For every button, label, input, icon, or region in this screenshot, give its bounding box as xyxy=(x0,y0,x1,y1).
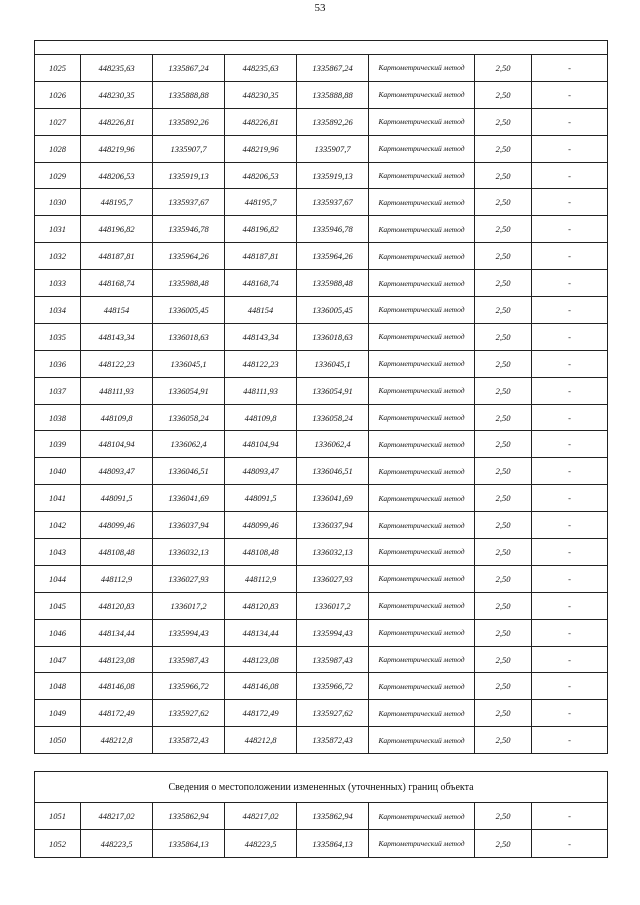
method-cell: Картометрический метод xyxy=(369,350,475,377)
table-row xyxy=(35,270,608,297)
description-cell: - xyxy=(532,458,608,485)
point-number-cell: 1035 xyxy=(35,323,81,350)
x-old-cell: 448111,93 xyxy=(81,377,153,404)
method-cell: Картометрический метод xyxy=(369,485,475,512)
accuracy-cell: 2,50 xyxy=(475,81,532,108)
accuracy-cell: 2,50 xyxy=(475,565,532,592)
accuracy-cell: 2,50 xyxy=(475,803,532,830)
x-old-cell: 448134,44 xyxy=(81,619,153,646)
method-cell: Картометрический метод xyxy=(369,55,475,82)
accuracy-cell: 2,50 xyxy=(475,830,532,857)
x-new-cell: 448091,5 xyxy=(225,485,297,512)
x-old-cell: 448223,5 xyxy=(81,830,153,857)
x-old-cell: 448217,02 xyxy=(81,803,153,830)
x-new-cell: 448212,8 xyxy=(225,727,297,754)
description-cell: - xyxy=(532,727,608,754)
point-number-cell: 1025 xyxy=(35,55,81,82)
method-cell: Картометрический метод xyxy=(369,189,475,216)
x-new-cell: 448230,35 xyxy=(225,81,297,108)
y-old-cell: 1335988,48 xyxy=(153,270,225,297)
table-row xyxy=(35,297,608,324)
point-number-cell: 1034 xyxy=(35,297,81,324)
point-number-cell: 1041 xyxy=(35,485,81,512)
point-number-cell: 1049 xyxy=(35,700,81,727)
y-new-cell: 1335872,43 xyxy=(297,727,369,754)
x-new-cell: 448093,47 xyxy=(225,458,297,485)
y-new-cell: 1335867,24 xyxy=(297,55,369,82)
method-cell: Картометрический метод xyxy=(369,162,475,189)
x-old-cell: 448122,23 xyxy=(81,350,153,377)
accuracy-cell: 2,50 xyxy=(475,485,532,512)
x-new-cell: 448104,94 xyxy=(225,431,297,458)
method-cell: Картометрический метод xyxy=(369,404,475,431)
x-new-cell: 448122,23 xyxy=(225,350,297,377)
description-cell: - xyxy=(532,189,608,216)
accuracy-cell: 2,50 xyxy=(475,270,532,297)
y-new-cell: 1335987,43 xyxy=(297,646,369,673)
point-number-cell: 1030 xyxy=(35,189,81,216)
method-cell: Картометрический метод xyxy=(369,458,475,485)
description-cell: - xyxy=(532,81,608,108)
method-cell: Картометрический метод xyxy=(369,803,475,830)
accuracy-cell: 2,50 xyxy=(475,700,532,727)
point-number-cell: 1031 xyxy=(35,216,81,243)
x-new-cell: 448219,96 xyxy=(225,135,297,162)
y-new-cell: 1335927,62 xyxy=(297,700,369,727)
accuracy-cell: 2,50 xyxy=(475,431,532,458)
method-cell: Картометрический метод xyxy=(369,619,475,646)
x-new-cell: 448206,53 xyxy=(225,162,297,189)
point-number-cell: 1052 xyxy=(35,830,81,857)
table-row xyxy=(35,377,608,404)
y-new-cell: 1336032,13 xyxy=(297,539,369,566)
method-cell: Картометрический метод xyxy=(369,727,475,754)
accuracy-cell: 2,50 xyxy=(475,243,532,270)
description-cell: - xyxy=(532,350,608,377)
accuracy-cell: 2,50 xyxy=(475,377,532,404)
point-number-cell: 1051 xyxy=(35,803,81,830)
accuracy-cell: 2,50 xyxy=(475,323,532,350)
y-old-cell: 1335864,13 xyxy=(153,830,225,857)
y-old-cell: 1336062,4 xyxy=(153,431,225,458)
y-new-cell: 1335892,26 xyxy=(297,108,369,135)
x-new-cell: 448146,08 xyxy=(225,673,297,700)
method-cell: Картометрический метод xyxy=(369,270,475,297)
point-number-cell: 1032 xyxy=(35,243,81,270)
method-cell: Картометрический метод xyxy=(369,297,475,324)
x-new-cell: 448217,02 xyxy=(225,803,297,830)
description-cell: - xyxy=(532,830,608,857)
y-old-cell: 1336041,69 xyxy=(153,485,225,512)
x-new-cell: 448226,81 xyxy=(225,108,297,135)
description-cell: - xyxy=(532,135,608,162)
point-number-cell: 1042 xyxy=(35,512,81,539)
method-cell: Картометрический метод xyxy=(369,243,475,270)
x-new-cell: 448196,82 xyxy=(225,216,297,243)
y-new-cell: 1336027,93 xyxy=(297,565,369,592)
method-cell: Картометрический метод xyxy=(369,673,475,700)
y-new-cell: 1335964,26 xyxy=(297,243,369,270)
y-old-cell: 1335964,26 xyxy=(153,243,225,270)
accuracy-cell: 2,50 xyxy=(475,458,532,485)
method-cell: Картометрический метод xyxy=(369,377,475,404)
method-cell: Картометрический метод xyxy=(369,565,475,592)
point-number-cell: 1039 xyxy=(35,431,81,458)
accuracy-cell: 2,50 xyxy=(475,350,532,377)
point-number-cell: 1045 xyxy=(35,592,81,619)
x-new-cell: 448172,49 xyxy=(225,700,297,727)
description-cell: - xyxy=(532,377,608,404)
method-cell: Картометрический метод xyxy=(369,646,475,673)
description-cell: - xyxy=(532,162,608,189)
y-new-cell: 1336062,4 xyxy=(297,431,369,458)
y-old-cell: 1335966,72 xyxy=(153,673,225,700)
accuracy-cell: 2,50 xyxy=(475,216,532,243)
x-new-cell: 448109,8 xyxy=(225,404,297,431)
x-old-cell: 448109,8 xyxy=(81,404,153,431)
accuracy-cell: 2,50 xyxy=(475,673,532,700)
y-old-cell: 1336046,51 xyxy=(153,458,225,485)
y-new-cell: 1336058,24 xyxy=(297,404,369,431)
page-number: 53 xyxy=(314,2,326,14)
table-row xyxy=(35,700,608,727)
accuracy-cell: 2,50 xyxy=(475,592,532,619)
table-row xyxy=(35,404,608,431)
x-old-cell: 448212,8 xyxy=(81,727,153,754)
x-old-cell: 448168,74 xyxy=(81,270,153,297)
table-row xyxy=(35,512,608,539)
table-row xyxy=(35,216,608,243)
x-old-cell: 448187,81 xyxy=(81,243,153,270)
y-old-cell: 1336045,1 xyxy=(153,350,225,377)
description-cell: - xyxy=(532,431,608,458)
point-number-cell: 1033 xyxy=(35,270,81,297)
description-cell: - xyxy=(532,55,608,82)
accuracy-cell: 2,50 xyxy=(475,55,532,82)
table-row xyxy=(35,539,608,566)
table-row xyxy=(35,727,608,754)
y-new-cell: 1335994,43 xyxy=(297,619,369,646)
table-row xyxy=(35,485,608,512)
description-cell: - xyxy=(532,243,608,270)
x-old-cell: 448091,5 xyxy=(81,485,153,512)
description-cell: - xyxy=(532,646,608,673)
table-row xyxy=(35,830,608,857)
description-cell: - xyxy=(532,565,608,592)
x-new-cell: 448143,34 xyxy=(225,323,297,350)
table-row xyxy=(35,619,608,646)
x-old-cell: 448108,48 xyxy=(81,539,153,566)
point-number-cell: 1028 xyxy=(35,135,81,162)
y-old-cell: 1335946,78 xyxy=(153,216,225,243)
description-cell: - xyxy=(532,592,608,619)
y-old-cell: 1336054,91 xyxy=(153,377,225,404)
x-new-cell: 448154 xyxy=(225,297,297,324)
point-number-cell: 1046 xyxy=(35,619,81,646)
x-old-cell: 448099,46 xyxy=(81,512,153,539)
table-row xyxy=(35,323,608,350)
description-cell: - xyxy=(532,270,608,297)
y-old-cell: 1335994,43 xyxy=(153,619,225,646)
x-old-cell: 448226,81 xyxy=(81,108,153,135)
y-old-cell: 1336032,13 xyxy=(153,539,225,566)
x-new-cell: 448108,48 xyxy=(225,539,297,566)
description-cell: - xyxy=(532,700,608,727)
x-new-cell: 448120,83 xyxy=(225,592,297,619)
description-cell: - xyxy=(532,512,608,539)
method-cell: Картометрический метод xyxy=(369,323,475,350)
x-old-cell: 448219,96 xyxy=(81,135,153,162)
table-row xyxy=(35,135,608,162)
y-new-cell: 1335888,88 xyxy=(297,81,369,108)
y-new-cell: 1336017,2 xyxy=(297,592,369,619)
y-old-cell: 1335987,43 xyxy=(153,646,225,673)
y-old-cell: 1336018,63 xyxy=(153,323,225,350)
table-row xyxy=(35,458,608,485)
description-cell: - xyxy=(532,539,608,566)
table-row xyxy=(35,646,608,673)
table-row xyxy=(35,592,608,619)
point-number-cell: 1044 xyxy=(35,565,81,592)
point-number-cell: 1038 xyxy=(35,404,81,431)
y-new-cell: 1335988,48 xyxy=(297,270,369,297)
point-number-cell: 1043 xyxy=(35,539,81,566)
accuracy-cell: 2,50 xyxy=(475,404,532,431)
method-cell: Картометрический метод xyxy=(369,81,475,108)
y-old-cell: 1335867,24 xyxy=(153,55,225,82)
accuracy-cell: 2,50 xyxy=(475,162,532,189)
table-header-blank-row xyxy=(35,41,608,55)
point-number-cell: 1040 xyxy=(35,458,81,485)
y-new-cell: 1335919,13 xyxy=(297,162,369,189)
y-old-cell: 1336027,93 xyxy=(153,565,225,592)
x-old-cell: 448146,08 xyxy=(81,673,153,700)
x-old-cell: 448123,08 xyxy=(81,646,153,673)
x-new-cell: 448168,74 xyxy=(225,270,297,297)
x-new-cell: 448235,63 xyxy=(225,55,297,82)
y-old-cell: 1336037,94 xyxy=(153,512,225,539)
description-cell: - xyxy=(532,297,608,324)
y-old-cell: 1336005,45 xyxy=(153,297,225,324)
y-old-cell: 1335892,26 xyxy=(153,108,225,135)
point-number-cell: 1047 xyxy=(35,646,81,673)
description-cell: - xyxy=(532,673,608,700)
point-number-cell: 1037 xyxy=(35,377,81,404)
table-row xyxy=(35,673,608,700)
accuracy-cell: 2,50 xyxy=(475,108,532,135)
x-old-cell: 448195,7 xyxy=(81,189,153,216)
method-cell: Картометрический метод xyxy=(369,830,475,857)
y-new-cell: 1335862,94 xyxy=(297,803,369,830)
table-row xyxy=(35,81,608,108)
description-cell: - xyxy=(532,323,608,350)
point-number-cell: 1026 xyxy=(35,81,81,108)
y-new-cell: 1335907,7 xyxy=(297,135,369,162)
x-old-cell: 448120,83 xyxy=(81,592,153,619)
x-new-cell: 448187,81 xyxy=(225,243,297,270)
y-old-cell: 1335937,67 xyxy=(153,189,225,216)
y-old-cell: 1335872,43 xyxy=(153,727,225,754)
x-new-cell: 448195,7 xyxy=(225,189,297,216)
method-cell: Картометрический метод xyxy=(369,135,475,162)
y-new-cell: 1336018,63 xyxy=(297,323,369,350)
accuracy-cell: 2,50 xyxy=(475,539,532,566)
description-cell: - xyxy=(532,619,608,646)
description-cell: - xyxy=(532,404,608,431)
y-old-cell: 1336017,2 xyxy=(153,592,225,619)
y-new-cell: 1336046,51 xyxy=(297,458,369,485)
y-old-cell: 1335927,62 xyxy=(153,700,225,727)
accuracy-cell: 2,50 xyxy=(475,297,532,324)
y-new-cell: 1336005,45 xyxy=(297,297,369,324)
x-new-cell: 448223,5 xyxy=(225,830,297,857)
accuracy-cell: 2,50 xyxy=(475,135,532,162)
accuracy-cell: 2,50 xyxy=(475,727,532,754)
point-number-cell: 1036 xyxy=(35,350,81,377)
method-cell: Картометрический метод xyxy=(369,216,475,243)
description-cell: - xyxy=(532,485,608,512)
point-number-cell: 1050 xyxy=(35,727,81,754)
method-cell: Картометрический метод xyxy=(369,431,475,458)
table-row xyxy=(35,162,608,189)
section-title: Сведения о местоположении измененных (уточненных) границ объекта xyxy=(35,772,608,803)
method-cell: Картометрический метод xyxy=(369,512,475,539)
method-cell: Картометрический метод xyxy=(369,700,475,727)
y-old-cell: 1335907,7 xyxy=(153,135,225,162)
accuracy-cell: 2,50 xyxy=(475,646,532,673)
x-old-cell: 448143,34 xyxy=(81,323,153,350)
table-row xyxy=(35,431,608,458)
point-number-cell: 1027 xyxy=(35,108,81,135)
x-new-cell: 448134,44 xyxy=(225,619,297,646)
y-old-cell: 1335919,13 xyxy=(153,162,225,189)
accuracy-cell: 2,50 xyxy=(475,512,532,539)
y-new-cell: 1336037,94 xyxy=(297,512,369,539)
x-old-cell: 448112,9 xyxy=(81,565,153,592)
y-new-cell: 1336045,1 xyxy=(297,350,369,377)
x-old-cell: 448172,49 xyxy=(81,700,153,727)
y-old-cell: 1335862,94 xyxy=(153,803,225,830)
x-old-cell: 448206,53 xyxy=(81,162,153,189)
point-number-cell: 1029 xyxy=(35,162,81,189)
table-row xyxy=(35,108,608,135)
x-old-cell: 448230,35 xyxy=(81,81,153,108)
y-new-cell: 1336041,69 xyxy=(297,485,369,512)
y-old-cell: 1335888,88 xyxy=(153,81,225,108)
method-cell: Картометрический метод xyxy=(369,539,475,566)
y-new-cell: 1335937,67 xyxy=(297,189,369,216)
method-cell: Картометрический метод xyxy=(369,108,475,135)
point-number-cell: 1048 xyxy=(35,673,81,700)
table-row xyxy=(35,55,608,82)
y-new-cell: 1336054,91 xyxy=(297,377,369,404)
accuracy-cell: 2,50 xyxy=(475,619,532,646)
x-old-cell: 448154 xyxy=(81,297,153,324)
y-new-cell: 1335946,78 xyxy=(297,216,369,243)
changed-boundaries-table xyxy=(34,771,608,858)
x-old-cell: 448235,63 xyxy=(81,55,153,82)
x-new-cell: 448123,08 xyxy=(225,646,297,673)
method-cell: Картометрический метод xyxy=(369,592,475,619)
y-new-cell: 1335864,13 xyxy=(297,830,369,857)
x-old-cell: 448104,94 xyxy=(81,431,153,458)
table-row xyxy=(35,350,608,377)
x-new-cell: 448111,93 xyxy=(225,377,297,404)
x-new-cell: 448112,9 xyxy=(225,565,297,592)
x-old-cell: 448196,82 xyxy=(81,216,153,243)
table-row xyxy=(35,189,608,216)
y-old-cell: 1336058,24 xyxy=(153,404,225,431)
description-cell: - xyxy=(532,108,608,135)
description-cell: - xyxy=(532,803,608,830)
table-row xyxy=(35,803,608,830)
table-row xyxy=(35,243,608,270)
x-new-cell: 448099,46 xyxy=(225,512,297,539)
x-old-cell: 448093,47 xyxy=(81,458,153,485)
table-row xyxy=(35,565,608,592)
y-new-cell: 1335966,72 xyxy=(297,673,369,700)
coordinates-table xyxy=(34,40,608,754)
description-cell: - xyxy=(532,216,608,243)
accuracy-cell: 2,50 xyxy=(475,189,532,216)
